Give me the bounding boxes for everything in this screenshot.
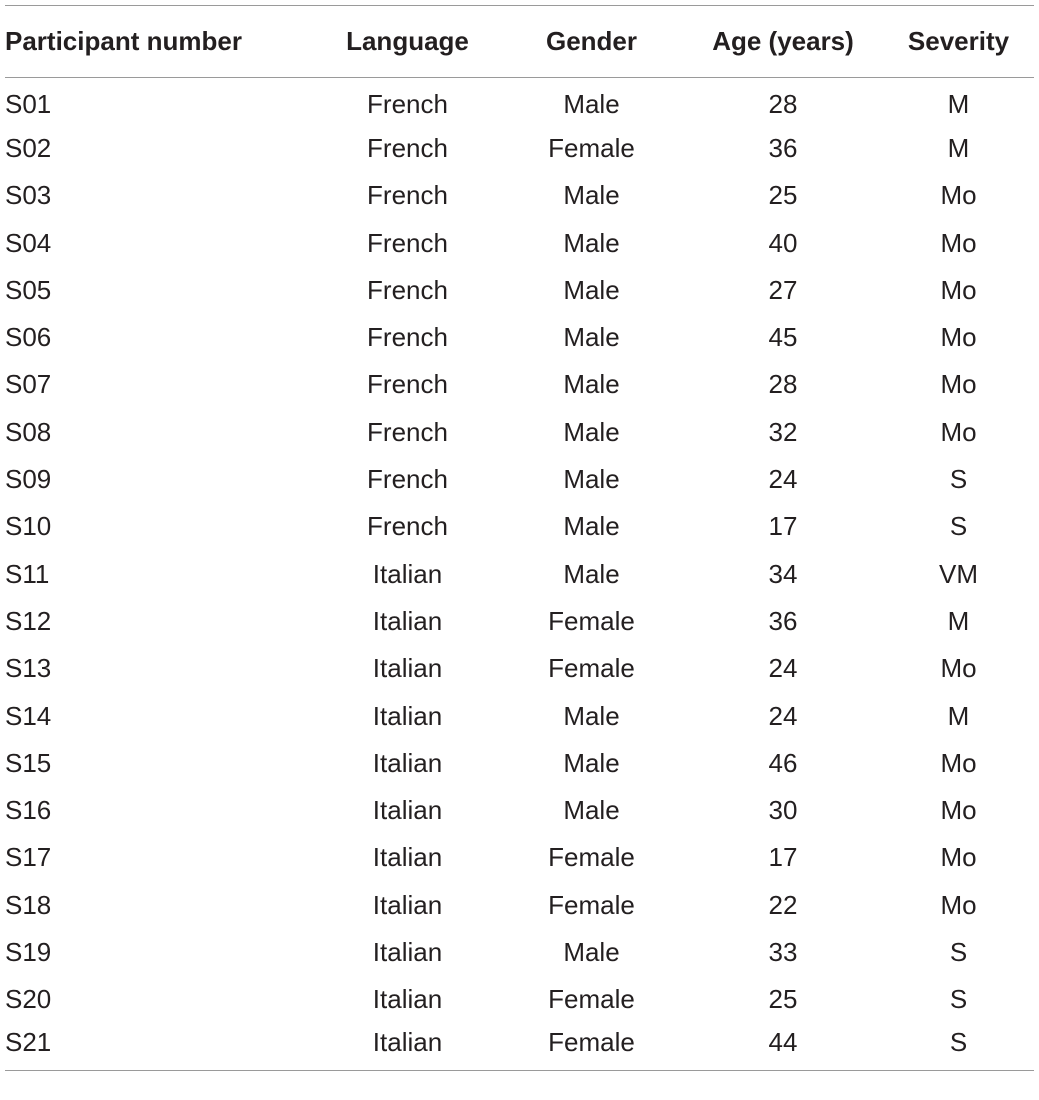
severity-cell: M <box>947 88 970 119</box>
table-row <box>5 550 1034 597</box>
participant-number-cell: S10 <box>5 511 52 542</box>
participant-number-cell: S08 <box>5 416 52 447</box>
language-cell: Italian <box>372 889 443 920</box>
age-cell: 28 <box>768 88 798 119</box>
header-row <box>5 6 1034 78</box>
severity-cell: Mo <box>940 842 977 873</box>
gender-cell: Female <box>548 653 635 684</box>
participant-number-cell: S04 <box>5 227 52 258</box>
severity-cell: Mo <box>940 747 977 778</box>
header-severity: Severity <box>907 26 1010 56</box>
table-row <box>5 882 1034 929</box>
language-cell: Italian <box>372 558 443 589</box>
table-row <box>5 598 1034 645</box>
table-row <box>5 361 1034 408</box>
language-cell: Italian <box>372 842 443 873</box>
gender-cell: Male <box>563 795 620 826</box>
severity-cell: S <box>949 936 968 967</box>
gender-cell: Female <box>548 605 635 636</box>
age-cell: 34 <box>768 558 798 589</box>
header-age: Age (years) <box>712 26 854 56</box>
language-cell: French <box>367 369 448 400</box>
language-cell: Italian <box>372 1027 443 1058</box>
header-language: Language <box>346 26 469 56</box>
language-cell: French <box>367 274 448 305</box>
table-body <box>5 78 1034 1071</box>
severity-cell: S <box>949 1027 968 1058</box>
language-cell: French <box>367 132 448 163</box>
age-cell: 27 <box>768 274 798 305</box>
age-cell: 32 <box>768 416 798 447</box>
participants-table <box>5 5 1034 1071</box>
participant-number-cell: S19 <box>5 936 52 967</box>
age-cell: 45 <box>768 322 798 353</box>
participant-number-cell: S03 <box>5 180 52 211</box>
table-row <box>5 314 1034 361</box>
age-cell: 25 <box>768 180 798 211</box>
table-row <box>5 125 1034 172</box>
table-row <box>5 219 1034 266</box>
language-cell: Italian <box>372 747 443 778</box>
severity-cell: Mo <box>940 322 977 353</box>
language-cell: Italian <box>372 700 443 731</box>
severity-cell: M <box>947 605 970 636</box>
severity-cell: Mo <box>940 274 977 305</box>
language-cell: Italian <box>372 936 443 967</box>
participant-number-cell: S01 <box>5 88 52 119</box>
table-row <box>5 740 1034 787</box>
severity-cell: M <box>947 700 970 731</box>
severity-cell: S <box>949 464 968 495</box>
gender-cell: Male <box>563 936 620 967</box>
language-cell: French <box>367 180 448 211</box>
severity-cell: S <box>949 984 968 1015</box>
participant-number-cell: S15 <box>5 747 52 778</box>
age-cell: 28 <box>768 369 798 400</box>
language-cell: French <box>367 322 448 353</box>
severity-cell: Mo <box>940 227 977 258</box>
age-cell: 24 <box>768 700 798 731</box>
severity-cell: VM <box>939 558 978 589</box>
gender-cell: Male <box>563 322 620 353</box>
gender-cell: Male <box>563 416 620 447</box>
language-cell: Italian <box>372 795 443 826</box>
participants-table-container <box>5 5 1034 1071</box>
language-cell: French <box>367 88 448 119</box>
participant-number-cell: S09 <box>5 464 52 495</box>
gender-cell: Male <box>563 88 620 119</box>
gender-cell: Female <box>548 889 635 920</box>
table-header <box>5 6 1034 78</box>
gender-cell: Male <box>563 747 620 778</box>
table-row <box>5 692 1034 739</box>
severity-cell: M <box>947 132 970 163</box>
gender-cell: Male <box>563 700 620 731</box>
age-cell: 44 <box>768 1027 798 1058</box>
language-cell: Italian <box>372 605 443 636</box>
table-row <box>5 456 1034 503</box>
table-row <box>5 787 1034 834</box>
table-row <box>5 409 1034 456</box>
participant-number-cell: S20 <box>5 984 52 1015</box>
language-cell: French <box>367 464 448 495</box>
header-participant-number: Participant number <box>5 26 242 56</box>
age-cell: 40 <box>768 227 798 258</box>
participant-number-cell: S16 <box>5 795 52 826</box>
participant-number-cell: S18 <box>5 889 52 920</box>
participant-number-cell: S21 <box>5 1027 52 1058</box>
severity-cell: Mo <box>940 369 977 400</box>
age-cell: 33 <box>768 936 798 967</box>
gender-cell: Male <box>563 274 620 305</box>
table-row <box>5 78 1034 125</box>
age-cell: 22 <box>768 889 798 920</box>
participant-number-cell: S02 <box>5 132 52 163</box>
age-cell: 17 <box>768 842 798 873</box>
participant-number-cell: S14 <box>5 700 52 731</box>
gender-cell: Male <box>563 511 620 542</box>
participant-number-cell: S07 <box>5 369 52 400</box>
gender-cell: Male <box>563 558 620 589</box>
gender-cell: Female <box>548 842 635 873</box>
severity-cell: Mo <box>940 416 977 447</box>
severity-cell: Mo <box>940 653 977 684</box>
age-cell: 46 <box>768 747 798 778</box>
table-row <box>5 1023 1034 1070</box>
gender-cell: Male <box>563 180 620 211</box>
gender-cell: Female <box>548 132 635 163</box>
table-row <box>5 267 1034 314</box>
age-cell: 24 <box>768 653 798 684</box>
age-cell: 24 <box>768 464 798 495</box>
age-cell: 17 <box>768 511 798 542</box>
participant-number-cell: S05 <box>5 274 52 305</box>
language-cell: French <box>367 416 448 447</box>
table-row <box>5 172 1034 219</box>
participant-number-cell: S13 <box>5 653 52 684</box>
age-cell: 25 <box>768 984 798 1015</box>
table-row <box>5 834 1034 881</box>
gender-cell: Male <box>563 464 620 495</box>
severity-cell: Mo <box>940 795 977 826</box>
table-row <box>5 976 1034 1023</box>
language-cell: Italian <box>372 984 443 1015</box>
table-row <box>5 645 1034 692</box>
language-cell: French <box>367 227 448 258</box>
participant-number-cell: S12 <box>5 605 52 636</box>
age-cell: 36 <box>768 132 798 163</box>
severity-cell: Mo <box>940 180 977 211</box>
table-row <box>5 503 1034 550</box>
age-cell: 30 <box>768 795 798 826</box>
participant-number-cell: S17 <box>5 842 52 873</box>
language-cell: Italian <box>372 653 443 684</box>
gender-cell: Male <box>563 227 620 258</box>
age-cell: 36 <box>768 605 798 636</box>
table-row <box>5 929 1034 976</box>
header-gender: Gender <box>545 26 638 56</box>
participant-number-cell: S11 <box>5 558 50 589</box>
gender-cell: Female <box>548 1027 635 1058</box>
language-cell: French <box>367 511 448 542</box>
participant-number-cell: S06 <box>5 322 52 353</box>
severity-cell: S <box>949 511 968 542</box>
gender-cell: Male <box>563 369 620 400</box>
severity-cell: Mo <box>940 889 977 920</box>
gender-cell: Female <box>548 984 635 1015</box>
